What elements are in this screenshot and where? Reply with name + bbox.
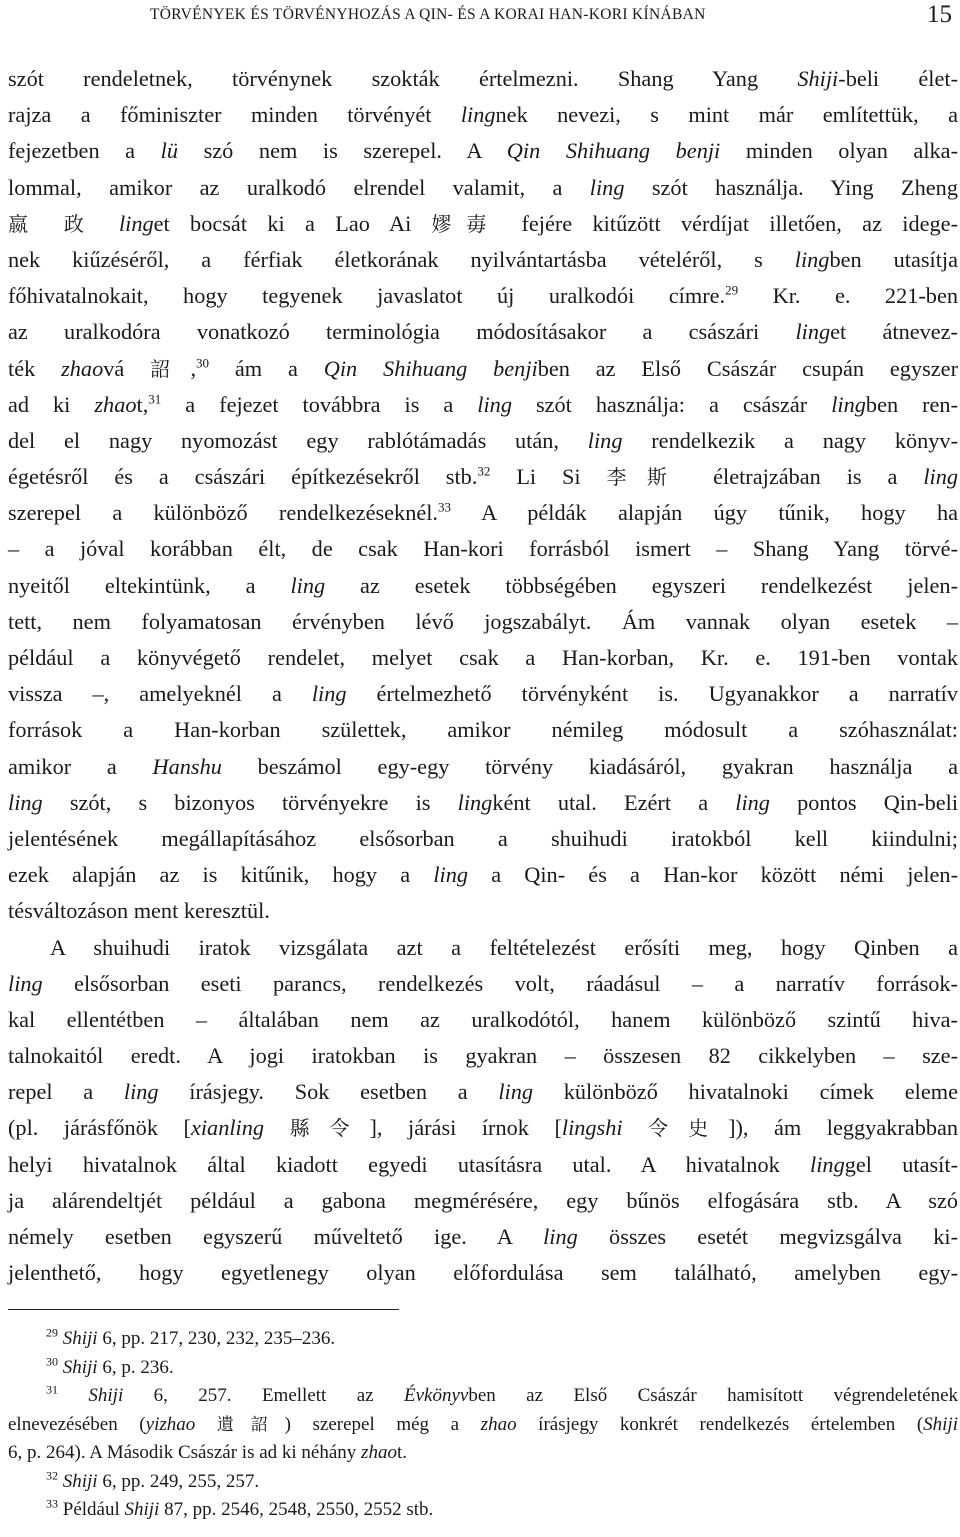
text-run: – a jóval korábban élt, de csak Han-kori forrásból ismert – Shang Yang törvé- [8,536,958,562]
italic-term: Shiji [797,66,839,91]
chinese-characters: 令史 [648,1116,729,1141]
footnote-line [8,1496,958,1525]
body-line [8,568,958,604]
text-run: ként utal. Ezért a [492,789,736,815]
running-title: TÖRVÉNYEK ÉS TÖRVÉNYHOZÁS A QIN- ÉS A KORAI HAN-KORI KÍNÁBAN [150,6,706,23]
chinese-characters: 縣令 [289,1116,370,1141]
footnotes [8,1325,958,1525]
italic-term: zhao [361,1442,397,1463]
text-run: a fejezet továbbra is a [161,391,478,417]
body-line [8,1038,958,1074]
footnote-ref: 29 [725,282,739,298]
running-header [0,2,960,30]
text-run: ték [8,355,62,381]
italic-term: Qin Shihuang benji [323,355,538,381]
text-run: értelmezhető törvényként is. Ugyanakkor a narratív [346,681,958,707]
text-run: jelenthető, hogy egyetlenegy olyan előfordulása sem található, amelyben egy- [8,1260,958,1286]
text-run [264,1115,290,1140]
text-run: t, [136,391,149,417]
footnote-line [8,1439,958,1468]
text-run: tett, nem folyamatosan érvényben lévő jogszabályt. Ám vannak olyan esetek – [8,608,958,634]
text-run: szerepel a különböző rendelkezéseknél. [8,500,439,526]
text-run: szót használja. Ying Zheng [624,174,958,200]
text-run: 6, p. 264). A Második Császár is ad ki néhány [8,1442,362,1463]
body-line [8,1183,958,1219]
text-run: ja alárendeltjét például a gabona megmérésére, egy bűnös elfogására stb. A szó [8,1187,958,1213]
italic-term: Shiji [923,1413,958,1435]
italic-term: ling [123,1079,159,1105]
footnote-line [8,1354,958,1383]
footnote-line [8,1468,958,1497]
text-run: 6, 257. Emellett az [123,1385,404,1406]
text-run: némely esetben egyszerű műveltető ige. A [8,1224,544,1249]
text-run: például a könyvégető rendelet, melyet csak a Han-korban, Kr. e. 191-ben vontak [8,645,958,670]
text-run: vá [103,355,151,381]
italic-term: ling [498,1079,533,1105]
italic-term: Shiji [62,1328,98,1349]
body-line [8,893,958,929]
text-run: rajza a főminiszter minden törvényét [8,102,461,128]
footnote-separator [8,1309,399,1310]
body-line [8,170,958,206]
body-line [8,1074,958,1110]
text-run: szó nem is szerepel. A [178,138,507,164]
italic-term: ling [290,572,326,598]
text-run: írásjegy. Sok esetben a [158,1079,499,1105]
text-run: elsősorban eseti parancs, rendelkezés volt, ráadásul – a narratív források- [42,970,958,996]
chinese-characters: 嫪毐 [431,211,502,236]
text-run: ]), ám leggyakrabban [728,1115,959,1141]
body-line [8,351,958,387]
text-run [99,211,119,236]
body-line [8,459,958,495]
footnote [8,1468,958,1497]
italic-term: lingshi [561,1115,623,1141]
text-run: talnokaitól eredt. A jogi iratokban is gyakran – összesen 82 cikkelyben – sze- [8,1043,958,1069]
body-line [8,676,958,712]
body-line [8,1002,958,1038]
body-line [8,387,958,423]
text-run: , [190,355,197,381]
text-run: Li Si [490,464,607,490]
italic-term: Shiji [88,1385,124,1406]
text-run: (pl. járásfőnök [ [8,1115,191,1141]
italic-term: ling [118,210,154,236]
text-run: vissza –, amelyeknél a [8,681,312,707]
text-run: az esetek többségében egyszeri rendelkezést jelen- [325,572,959,598]
text-run: 6, p. 236. [97,1356,174,1378]
text-run: 6, pp. 249, 255, 257. [97,1470,260,1492]
text-run [195,1414,217,1435]
body-line [8,930,958,966]
text-run: amikor a [8,753,153,779]
text-run: beszámol egy-egy törvény kiadásáról, gyakran használja a [221,753,958,779]
text-run: ben az Első Császár hamisított végrendeletének [468,1385,959,1406]
italic-term: ling [831,391,866,417]
footnote-line [8,1382,958,1411]
footnote-ref: 31 [46,1382,58,1397]
text-run: ], járási írnok [ [369,1115,562,1141]
text-run: fejére kitűzött vérdíjat illetően, az idege- [501,210,958,236]
body-line [8,278,958,314]
text-run: helyi hivatalnok által kiadott egyedi utasításra utal. A hivatalnok [8,1151,811,1177]
text-run: ad ki [8,391,95,417]
body-line [8,821,958,857]
text-run: -beli élet- [838,66,958,91]
footnote-ref: 30 [46,1354,58,1369]
body-line [8,857,958,893]
text-run: pontos Qin-beli [769,789,959,815]
footnote [8,1354,958,1383]
text-run: szót rendeletnek, törvénynek szokták értelmezni. Shang Yang [8,66,798,91]
text-run: lommal, amikor az uralkodó elrendel valamit, a [8,174,590,200]
chinese-characters: 李斯 [606,465,688,490]
italic-term: Shiji [62,1470,98,1492]
text-run: ben ren- [865,391,958,417]
footnote-ref: 31 [148,391,162,407]
italic-term: ling [8,789,43,815]
body-line [8,712,958,748]
italic-term: zhao [480,1413,517,1435]
text-run: nyeitől eltekintünk, a [8,572,291,598]
italic-term: zhao [61,355,104,381]
footnote-ref: 32 [46,1468,58,1483]
body-line [8,749,958,785]
italic-term: ling [477,391,512,417]
text-run [623,1115,649,1140]
italic-term: ling [433,862,469,888]
text-run: ) szerepel még a [284,1413,481,1435]
italic-term: ling [457,789,493,815]
footnote [8,1496,958,1525]
footnote [8,1325,958,1354]
body-line [8,206,958,242]
italic-term: ling [587,427,623,453]
text-run: ám a [209,355,324,381]
text-run: különböző hivatalnoki címek eleme [533,1079,959,1105]
footnote-ref: 29 [46,1325,58,1340]
body-line [8,423,958,459]
text-run: égetésről és a császári építkezésekről stb. [8,464,478,490]
italic-term: Hanshu [152,753,222,779]
italic-term: Shiji [124,1499,160,1520]
italic-term: lü [160,138,179,164]
text-run: ben az Első Császár csupán egyszer [537,355,958,381]
italic-term: yizhao [145,1413,196,1435]
body-line [8,242,958,278]
text-run: nek nevezi, s mint már említettük, a [495,102,958,128]
italic-term: zhao [94,391,137,417]
body-line [8,531,958,567]
italic-term: ling [735,789,770,815]
text-run [58,1385,88,1406]
text-run: del el nagy nyomozást egy rablótámadás után, [8,427,588,453]
italic-term: ling [543,1224,578,1249]
text-run: et bocsát ki a Lao Ai [153,210,432,236]
text-run: t. [396,1442,407,1463]
text-run: életrajzában is a [687,464,924,490]
body-line [8,1147,958,1183]
italic-term: Qin Shihuang benji [506,138,721,164]
body-text [8,61,958,1291]
italic-term: xianling [190,1115,265,1141]
italic-term: ling [589,174,625,200]
text-run: rendelkezik a nagy könyv- [622,427,958,453]
body-line [8,604,958,640]
text-run: Például [58,1499,125,1520]
italic-term: ling [8,970,43,996]
footnote-line [8,1411,958,1440]
italic-term: ling [460,102,496,128]
chinese-characters: 詔 [150,356,191,381]
text-run: írásjegy konkrét rendelkezés értelemben ( [516,1413,924,1435]
text-run: minden olyan alka- [720,138,958,164]
text-run: összes esetét megvizsgálva ki- [577,1224,958,1249]
italic-term: Évkönyv [404,1385,469,1406]
footnote-line [8,1325,958,1354]
text-run: kal ellentétben – általában nem az uralkodótól, hanem különböző szintű hiva- [8,1006,958,1032]
text-run: az uralkodóra vonatkozó terminológia módosításakor a császári [8,319,796,345]
text-run: szót, s bizonyos törvényekre is [42,789,458,815]
text-run: Kr. e. 221-ben [738,283,958,309]
body-line [8,1110,958,1146]
text-run: ezek alapján az is kitűnik, hogy a [8,862,434,888]
body-line [8,640,958,676]
text-run: A példák alapján úgy tűnik, hogy ha [451,500,958,526]
text-run: repel a [8,1079,124,1105]
italic-term: ling [795,319,831,345]
body-line [8,966,958,1002]
footnote [8,1382,958,1468]
footnote-ref: 32 [477,463,491,479]
body-line [8,1219,958,1255]
text-run: 87, pp. 2546, 2548, 2550, 2552 stb. [159,1499,434,1520]
italic-term: ling [923,464,958,490]
body-line [8,495,958,531]
text-run: főhivatalnokait, hogy tegyenek javaslatot új uralkodói címre. [8,283,726,309]
text-run: nek kiűzéséről, a férfiak életkorának nyilvántartásba vételéről, s [8,246,795,272]
text-run: források a Han-korban születtek, amikor némileg módosult a szóhasználat: [8,717,958,743]
chinese-characters: 遺詔 [216,1414,285,1435]
body-line [8,61,958,97]
footnote-ref: 33 [438,499,452,515]
text-run: et átnevez- [830,319,958,345]
italic-term: ling [810,1151,845,1177]
page-number: 15 [927,1,952,28]
italic-term: ling [311,681,347,707]
body-line [8,785,958,821]
italic-term: ling [794,246,830,272]
text-run: 6, pp. 217, 230, 232, 235–236. [97,1328,336,1349]
text-run: tésváltozáson ment keresztül. [8,898,270,924]
body-line [8,314,958,350]
text-run: gel utasít- [844,1151,958,1177]
text-run: szót használja: a császár [511,391,832,417]
text-run: a Qin- és a Han-kor között némi jelen- [468,862,958,888]
body-line [8,1255,958,1291]
footnote-ref: 33 [46,1496,58,1511]
text-run: fejezetben a [8,138,161,164]
chinese-characters: 嬴 政 [8,211,99,236]
text-run: elnevezésében ( [8,1413,146,1435]
text-run: A shuihudi iratok vizsgálata azt a feltételezést erősíti meg, hogy Qinben a [50,934,958,960]
italic-term: Shiji [62,1356,98,1378]
footnote-ref: 30 [196,355,210,371]
text-run: ben utasítja [829,246,958,272]
text-run: jelentésének megállapításához elsősorban a shuihudi iratokból kell kiindulni; [8,825,958,851]
body-line [8,97,958,133]
body-line [8,133,958,169]
